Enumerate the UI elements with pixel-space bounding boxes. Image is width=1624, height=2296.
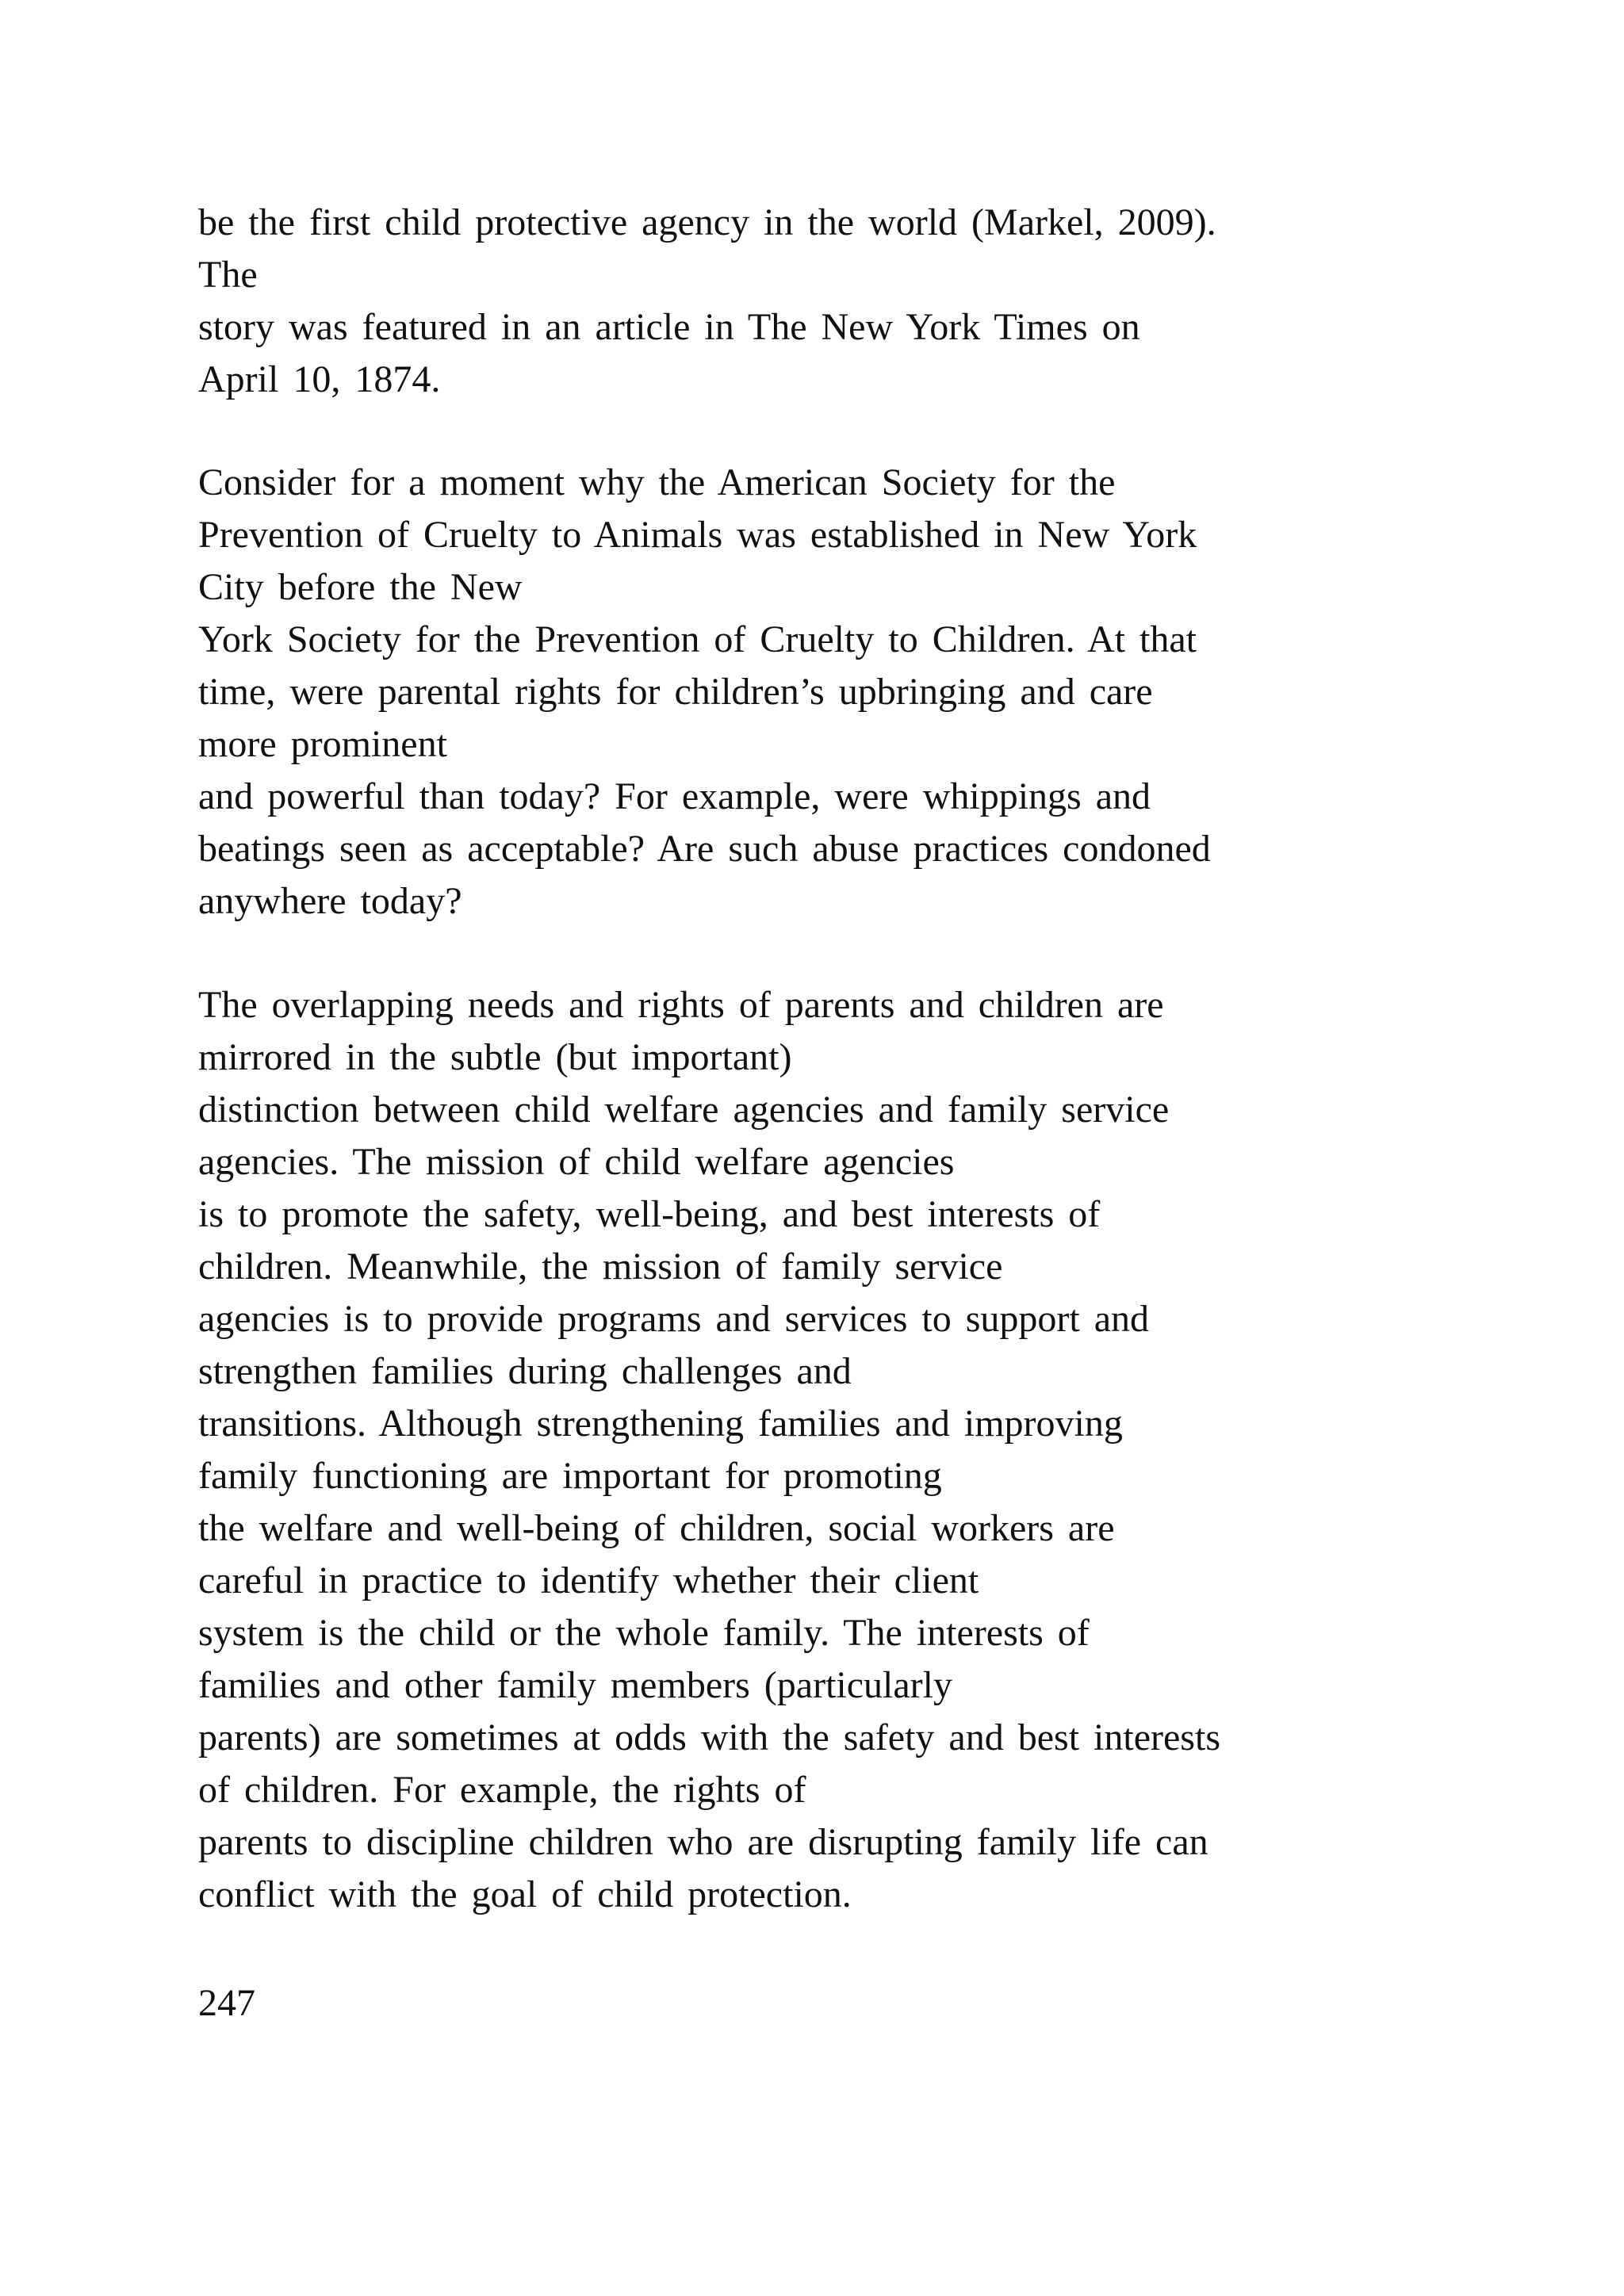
text-line: is to promote the safety, well-being, and best interests of — [198, 1193, 1101, 1235]
text-line: beatings seen as acceptable? Are such abuse practices condoned — [198, 828, 1211, 870]
text-line: story was featured in an article in The New York Times on — [198, 306, 1140, 348]
text-line: the welfare and well-being of children, social workers are — [198, 1507, 1115, 1549]
text-line: family functioning are important for promoting — [198, 1455, 942, 1497]
text-line: Prevention of Cruelty to Animals was established in New York — [198, 514, 1197, 556]
text-line: York Society for the Prevention of Cruelty to Children. At that — [198, 618, 1197, 660]
text-line: and powerful than today? For example, were whippings and — [198, 775, 1151, 817]
page-number-block — [198, 1977, 1467, 2030]
text-line: mirrored in the subtle (but important) — [198, 1036, 792, 1078]
page-number: 247 — [198, 1982, 255, 2024]
text-line: be the first child protective agency in the world (Markel, 2009). — [198, 201, 1216, 243]
text-line: transitions. Although strengthening families and improving — [198, 1402, 1123, 1445]
text-line: children. Meanwhile, the mission of family service — [198, 1246, 1003, 1288]
text-line: April 10, 1874. — [198, 358, 441, 400]
text-line: City before the New — [198, 566, 523, 608]
paragraph-3 — [198, 979, 1467, 1921]
text-line: of children. For example, the rights of — [198, 1769, 806, 1811]
paragraph-1 — [198, 197, 1467, 406]
text-line: strengthen families during challenges and — [198, 1350, 852, 1392]
paragraph-2 — [198, 457, 1467, 928]
text-line: system is the child or the whole family. The interests of — [198, 1612, 1090, 1654]
text-line: The — [198, 254, 258, 296]
text-line: parents to discipline children who are disrupting family life can — [198, 1821, 1208, 1863]
text-line: conflict with the goal of child protection. — [198, 1873, 852, 1915]
text-line: The overlapping needs and rights of parents and children are — [198, 984, 1164, 1026]
text-line: agencies is to provide programs and services to support and — [198, 1298, 1150, 1340]
text-line: agencies. The mission of child welfare agencies — [198, 1141, 955, 1183]
text-line: parents) are sometimes at odds with the safety and best interests — [198, 1716, 1220, 1758]
text-line: more prominent — [198, 723, 447, 765]
text-line: families and other family members (particularly — [198, 1664, 952, 1706]
text-line: Consider for a moment why the American Society for the — [198, 461, 1116, 503]
text-line: anywhere today? — [198, 880, 462, 922]
text-line: time, were parental rights for children’s upbringing and care — [198, 671, 1153, 713]
text-line: careful in practice to identify whether their client — [198, 1559, 979, 1601]
text-line: distinction between child welfare agencies and family service — [198, 1089, 1170, 1131]
